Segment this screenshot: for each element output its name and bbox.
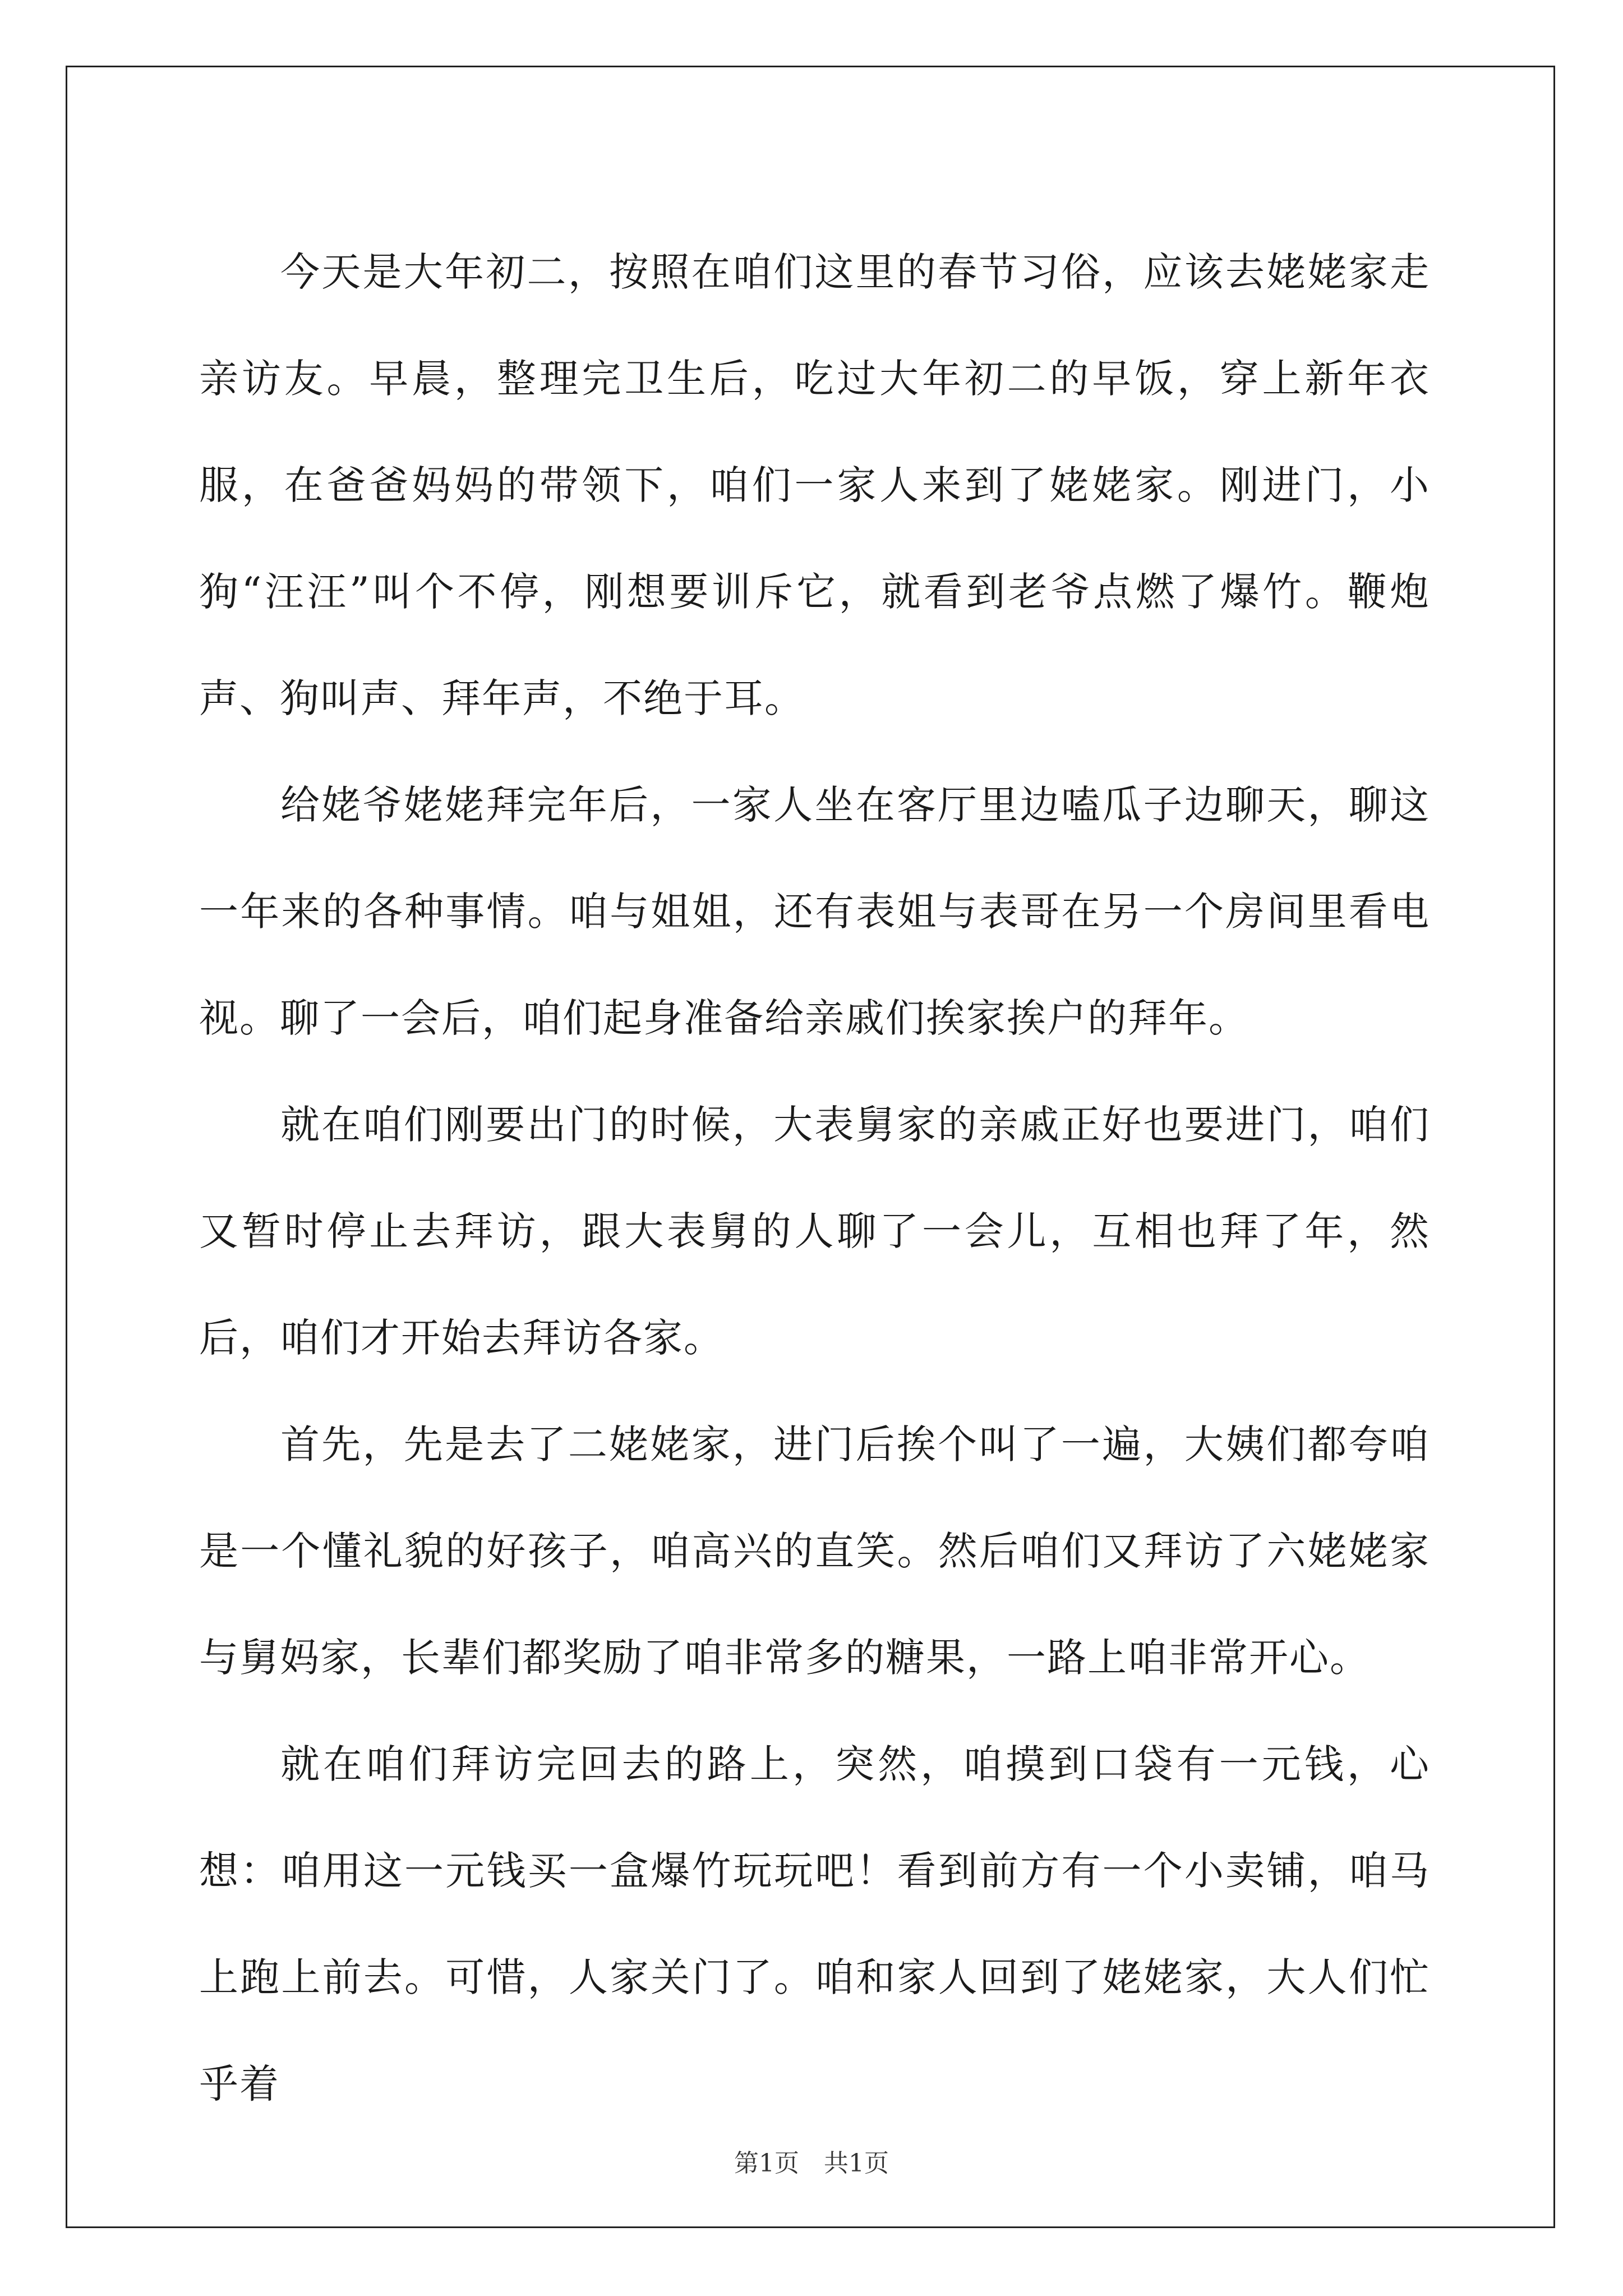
paragraph-4: 首先，先是去了二姥姥家，进门后挨个叫了一遍，大姨们都夸咱是一个懂礼貌的好孩子，咱高兴的直笑。然后咱们又拜访了六姥姥家与舅妈家，长辈们都奖励了咱非常多的糖果，一路上咱非常开心。 bbox=[199, 1421, 1430, 1681]
document-body bbox=[199, 219, 1430, 2137]
paragraph-2: 给姥爷姥姥拜完年后，一家人坐在客厅里边嗑瓜子边聊天，聊这一年来的各种事情。咱与姐姐，还有表姐与表哥在另一个房间里看电视。聊了一会后，咱们起身准备给亲戚们挨家挨户的拜年。 bbox=[199, 782, 1430, 1041]
page-number-footer: 第1页 共1页 bbox=[734, 2149, 889, 2178]
paragraph-3: 就在咱们刚要出门的时候，大表舅家的亲戚正好也要进门，咱们又暂时停止去拜访，跟大表舅的人聊了一会儿，互相也拜了年，然后，咱们才开始去拜访各家。 bbox=[199, 1102, 1430, 1361]
paragraph-5: 就在咱们拜访完回去的路上，突然，咱摸到口袋有一元钱，心想：咱用这一元钱买一盒爆竹玩玩吧！看到前方有一个小卖铺，咱马上跑上前去。可惜，人家关门了。咱和家人回到了姥姥家，大人们忙乎着 bbox=[199, 1741, 1430, 2107]
paragraph-1: 今天是大年初二，按照在咱们这里的春节习俗，应该去姥姥家走亲访友。早晨，整理完卫生后，吃过大年初二的早饭，穿上新年衣服，在爸爸妈妈的带领下，咱们一家人来到了姥姥家。刚进门，小狗“汪汪”叫个不停，刚想要训斥它，就看到老爷点燃了爆竹。鞭炮声、狗叫声、拜年声，不绝于耳。 bbox=[199, 249, 1430, 721]
